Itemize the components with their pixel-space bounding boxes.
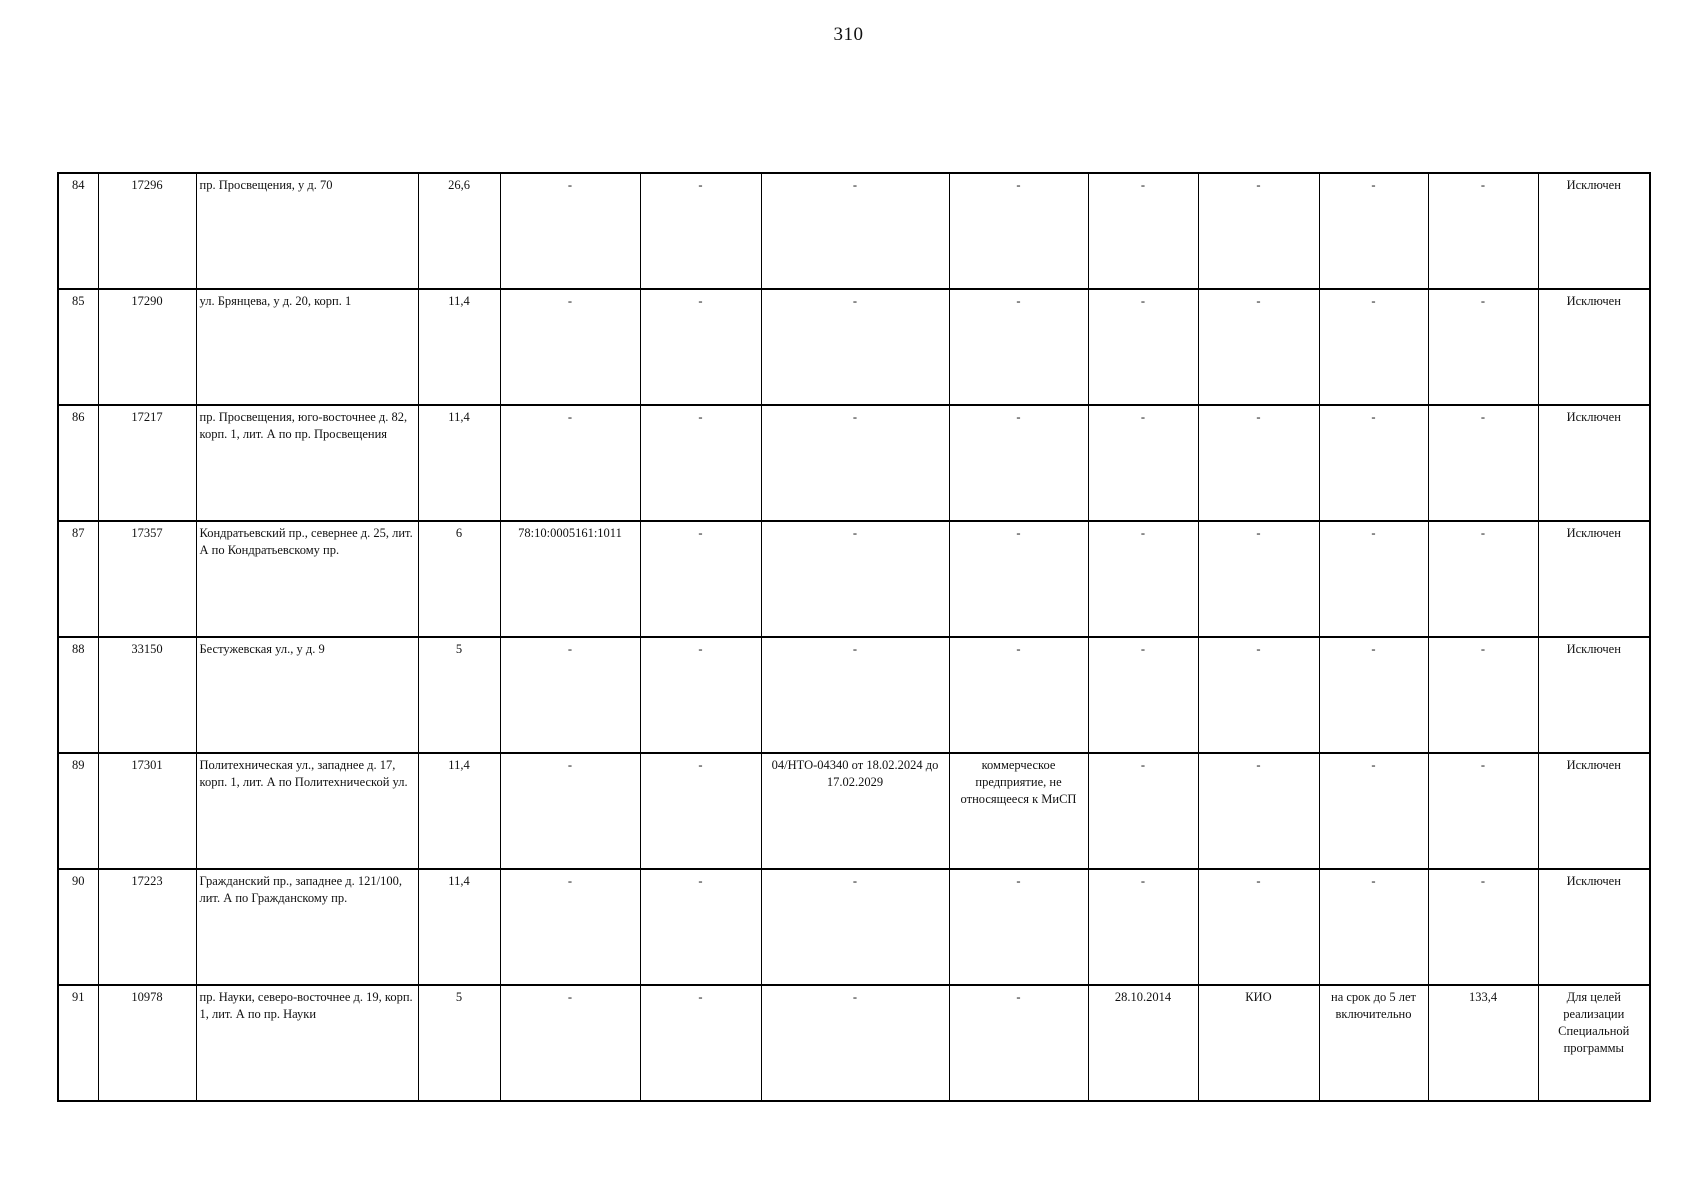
row-number-cell: 91: [58, 985, 98, 1101]
row-number-cell: 90: [58, 869, 98, 985]
row-number-cell: 88: [58, 637, 98, 753]
registry-table: [57, 172, 1651, 1102]
organization-cell: -: [1198, 753, 1319, 869]
row-number-cell: 85: [58, 289, 98, 405]
organization-cell: КИО: [1198, 985, 1319, 1101]
date-cell: -: [1088, 869, 1198, 985]
table-row: [58, 173, 1650, 289]
address-cell: Кондратьевский пр., севернее д. 25, лит. А по Кондратьевскому пр.: [196, 521, 418, 637]
date-cell: -: [1088, 289, 1198, 405]
address-cell: пр. Просвещения, у д. 70: [196, 173, 418, 289]
column-6-cell: -: [640, 985, 761, 1101]
row-number-cell: 89: [58, 753, 98, 869]
column-6-cell: -: [640, 289, 761, 405]
date-cell: 28.10.2014: [1088, 985, 1198, 1101]
table-row: [58, 521, 1650, 637]
address-cell: ул. Брянцева, у д. 20, корп. 1: [196, 289, 418, 405]
subject-cell: -: [949, 637, 1088, 753]
term-cell: -: [1319, 289, 1428, 405]
cadastral-number-cell: -: [500, 869, 640, 985]
status-cell: Исключен: [1538, 289, 1650, 405]
area-cell: 11,4: [418, 289, 500, 405]
table-row: [58, 869, 1650, 985]
contract-cell: -: [761, 869, 949, 985]
table-row: [58, 289, 1650, 405]
subject-cell: -: [949, 521, 1088, 637]
area-cell: 5: [418, 637, 500, 753]
cadastral-number-cell: -: [500, 405, 640, 521]
address-cell: Бестужевская ул., у д. 9: [196, 637, 418, 753]
contract-cell: 04/НТО-04340 от 18.02.2024 до 17.02.2029: [761, 753, 949, 869]
table-body: [58, 173, 1650, 1101]
object-id-cell: 33150: [98, 637, 196, 753]
column-12-cell: -: [1428, 637, 1538, 753]
status-cell: Исключен: [1538, 405, 1650, 521]
contract-cell: -: [761, 173, 949, 289]
row-number-cell: 86: [58, 405, 98, 521]
table-row: [58, 637, 1650, 753]
object-id-cell: 17223: [98, 869, 196, 985]
cadastral-number-cell: -: [500, 985, 640, 1101]
column-6-cell: -: [640, 405, 761, 521]
row-number-cell: 87: [58, 521, 98, 637]
object-id-cell: 17290: [98, 289, 196, 405]
object-id-cell: 17217: [98, 405, 196, 521]
organization-cell: -: [1198, 173, 1319, 289]
cadastral-number-cell: 78:10:0005161:1011: [500, 521, 640, 637]
subject-cell: -: [949, 405, 1088, 521]
column-12-cell: -: [1428, 753, 1538, 869]
cadastral-number-cell: -: [500, 753, 640, 869]
date-cell: -: [1088, 753, 1198, 869]
organization-cell: -: [1198, 289, 1319, 405]
column-6-cell: -: [640, 637, 761, 753]
address-cell: пр. Науки, северо-восточнее д. 19, корп. 1, лит. А по пр. Науки: [196, 985, 418, 1101]
column-12-cell: -: [1428, 521, 1538, 637]
column-6-cell: -: [640, 753, 761, 869]
object-id-cell: 10978: [98, 985, 196, 1101]
status-cell: Исключен: [1538, 637, 1650, 753]
subject-cell: -: [949, 985, 1088, 1101]
column-12-cell: -: [1428, 405, 1538, 521]
subject-cell: коммерческое предприятие, не относящееся к МиСП: [949, 753, 1088, 869]
contract-cell: -: [761, 289, 949, 405]
organization-cell: -: [1198, 637, 1319, 753]
contract-cell: -: [761, 985, 949, 1101]
object-id-cell: 17357: [98, 521, 196, 637]
area-cell: 11,4: [418, 753, 500, 869]
date-cell: -: [1088, 405, 1198, 521]
organization-cell: -: [1198, 869, 1319, 985]
column-6-cell: -: [640, 173, 761, 289]
term-cell: -: [1319, 521, 1428, 637]
area-cell: 26,6: [418, 173, 500, 289]
area-cell: 11,4: [418, 405, 500, 521]
object-id-cell: 17301: [98, 753, 196, 869]
status-cell: Для целей реализации Специальной программы: [1538, 985, 1650, 1101]
cadastral-number-cell: -: [500, 637, 640, 753]
subject-cell: -: [949, 173, 1088, 289]
status-cell: Исключен: [1538, 869, 1650, 985]
subject-cell: -: [949, 869, 1088, 985]
date-cell: -: [1088, 637, 1198, 753]
object-id-cell: 17296: [98, 173, 196, 289]
page-number: 310: [833, 24, 864, 45]
table-row: [58, 985, 1650, 1101]
status-cell: Исключен: [1538, 753, 1650, 869]
table-row: [58, 405, 1650, 521]
term-cell: -: [1319, 869, 1428, 985]
column-6-cell: -: [640, 869, 761, 985]
organization-cell: -: [1198, 405, 1319, 521]
term-cell: на срок до 5 лет включительно: [1319, 985, 1428, 1101]
term-cell: -: [1319, 173, 1428, 289]
term-cell: -: [1319, 753, 1428, 869]
row-number-cell: 84: [58, 173, 98, 289]
date-cell: -: [1088, 521, 1198, 637]
column-6-cell: -: [640, 521, 761, 637]
area-cell: 11,4: [418, 869, 500, 985]
status-cell: Исключен: [1538, 521, 1650, 637]
address-cell: пр. Просвещения, юго-восточнее д. 82, корп. 1, лит. А по пр. Просвещения: [196, 405, 418, 521]
column-12-cell: -: [1428, 289, 1538, 405]
area-cell: 5: [418, 985, 500, 1101]
area-cell: 6: [418, 521, 500, 637]
column-12-cell: 133,4: [1428, 985, 1538, 1101]
date-cell: -: [1088, 173, 1198, 289]
cadastral-number-cell: -: [500, 173, 640, 289]
cadastral-number-cell: -: [500, 289, 640, 405]
subject-cell: -: [949, 289, 1088, 405]
column-12-cell: -: [1428, 869, 1538, 985]
contract-cell: -: [761, 521, 949, 637]
address-cell: Политехническая ул., западнее д. 17, корп. 1, лит. А по Политехнической ул.: [196, 753, 418, 869]
status-cell: Исключен: [1538, 173, 1650, 289]
contract-cell: -: [761, 405, 949, 521]
contract-cell: -: [761, 637, 949, 753]
organization-cell: -: [1198, 521, 1319, 637]
term-cell: -: [1319, 637, 1428, 753]
column-12-cell: -: [1428, 173, 1538, 289]
address-cell: Гражданский пр., западнее д. 121/100, лит. А по Гражданскому пр.: [196, 869, 418, 985]
term-cell: -: [1319, 405, 1428, 521]
table-row: [58, 753, 1650, 869]
